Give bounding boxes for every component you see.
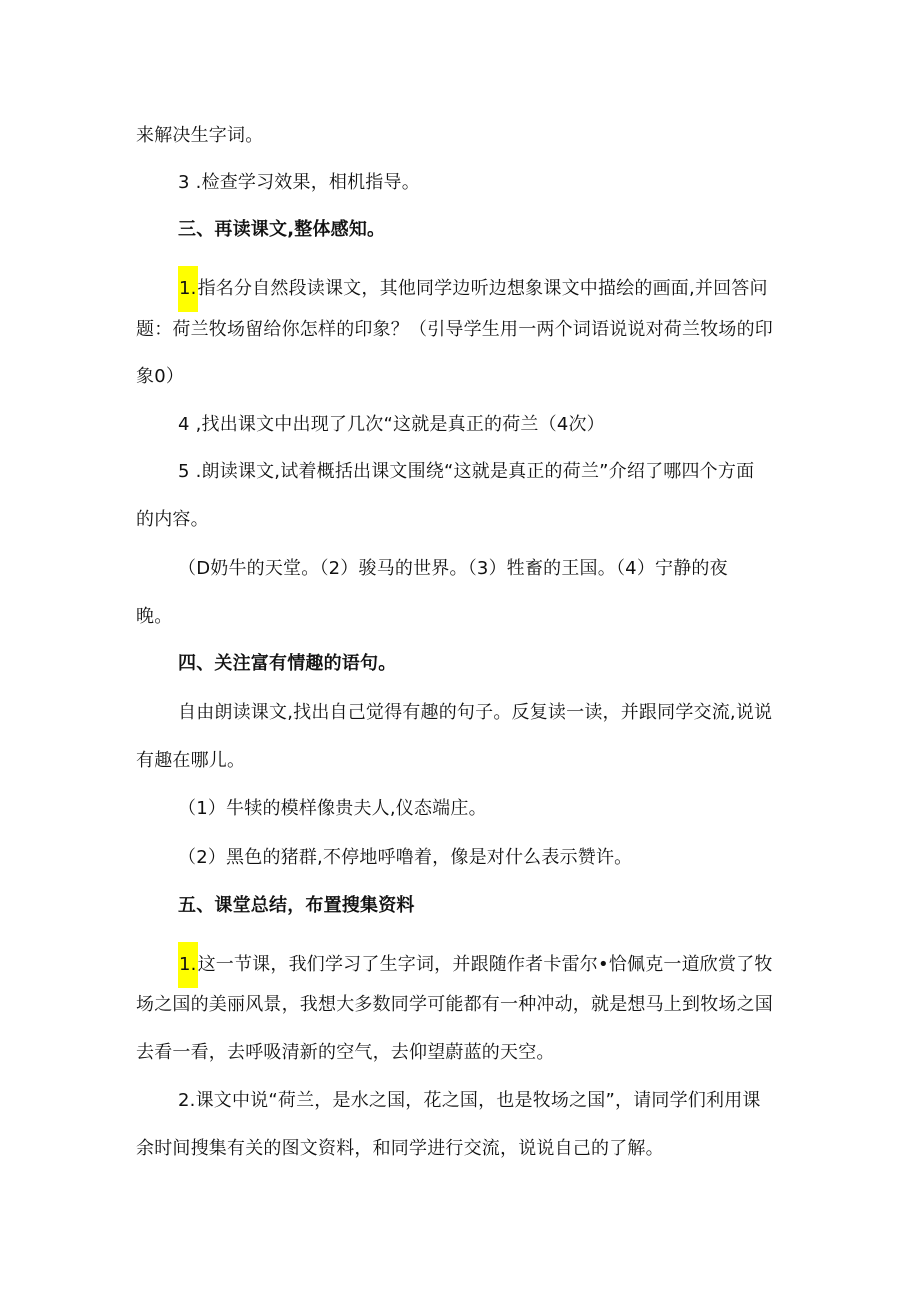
paragraph-line: 3 .检查学习效果，相机指导。 <box>178 172 420 193</box>
paragraph-line: 4 ,找出课文中出现了几次“这就是真正的荷兰（4次） <box>178 414 605 435</box>
paragraph-line: 2.课文中说“荷兰，是水之国，花之国，也是牧场之国”，请同学们利用课 <box>178 1090 761 1111</box>
paragraph-line: 自由朗读课文,找出自己觉得有趣的句子。反复读一读，并跟同学交流,说说 <box>178 702 773 723</box>
paragraph-line: 晚。 <box>136 606 173 627</box>
paragraph-line <box>178 942 773 988</box>
paragraph-text: 指名分自然段读课文，其他同学边听边想象课文中描绘的画面,并回答问 <box>197 278 768 299</box>
paragraph-line: （D奶牛的天堂。（2）骏马的世界。（3）牲畜的王国。（4）宁静的夜 <box>178 558 728 579</box>
paragraph-text: 这一节课，我们学习了生字词，并跟随作者卡雷尔•恰佩克一道欣赏了牧 <box>197 954 773 975</box>
paragraph-line: 题：荷兰牧场留给你怎样的印象？（引导学生用一两个词语说说对荷兰牧场的印 <box>136 319 773 340</box>
paragraph-line: 有趣在哪儿。 <box>136 750 246 771</box>
paragraph-line: 余时间搜集有关的图文资料，和同学进行交流，说说自己的了解。 <box>136 1138 664 1159</box>
paragraph-line: 5 .朗读课文,试着概括出课文围绕“这就是真正的荷兰”介绍了哪四个方面 <box>178 461 755 482</box>
paragraph-line: 来解决生字词。 <box>136 125 264 146</box>
paragraph-line: 去看一看，去呼吸清新的空气，去仰望蔚蓝的天空。 <box>136 1042 555 1063</box>
section-heading: 五、课堂总结，布置搜集资料 <box>178 895 415 916</box>
paragraph-line: 场之国的美丽风景，我想大多数同学可能都有一种冲动，就是想马上到牧场之国 <box>136 994 773 1015</box>
paragraph-line: （2）黑色的猪群,不停地呼噜着，像是对什么表示赞许。 <box>178 847 633 868</box>
paragraph-line: 的内容。 <box>136 509 209 530</box>
highlighted-list-number: 1. <box>178 942 198 988</box>
paragraph-line: （1）牛犊的模样像贵夫人,仪态端庄。 <box>178 798 487 819</box>
section-heading: 三、再读课文,整体感知。 <box>178 219 386 240</box>
highlighted-list-number: 1. <box>178 266 198 312</box>
section-heading: 四、关注富有情趣的语句。 <box>178 653 397 674</box>
paragraph-line <box>178 266 768 312</box>
paragraph-line: 象0） <box>136 366 185 387</box>
